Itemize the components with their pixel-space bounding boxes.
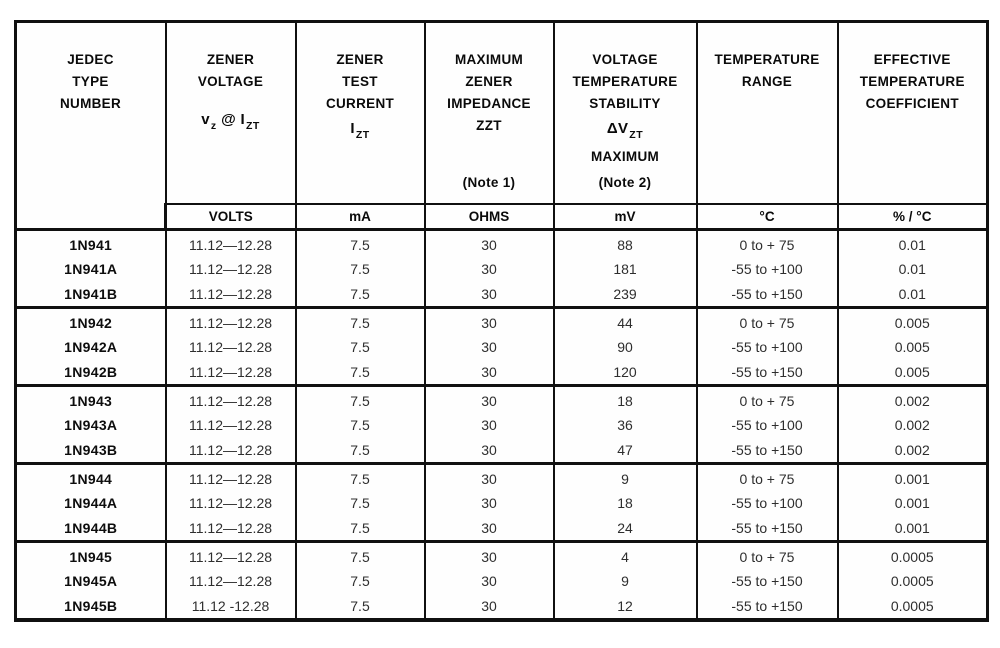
note-2-reference: (Note 2) (598, 174, 652, 190)
row-temp-range: 0 to + 75 (697, 542, 838, 568)
row-test-current: 7.5 (296, 282, 425, 308)
header-line: TEMPERATURE (714, 52, 820, 67)
row-temp-range: -55 to +150 (697, 568, 838, 594)
row-test-current: 7.5 (296, 230, 425, 256)
row-zener-voltage: 11.12—12.28 (166, 412, 296, 438)
row-stability-mv: 12 (554, 594, 697, 620)
table-row (16, 490, 988, 516)
col-header-zener-test-current (296, 22, 425, 204)
table-row (16, 516, 988, 542)
row-stability-mv: 36 (554, 412, 697, 438)
row-temp-range: 0 to + 75 (697, 308, 838, 334)
row-max-impedance: 30 (425, 490, 554, 516)
row-max-impedance: 30 (425, 282, 554, 308)
row-zener-voltage: 11.12—12.28 (166, 282, 296, 308)
symbol-vz-at-izt: $v_z$ @ $I_{ZT}$ (201, 111, 260, 132)
row-temp-range: -55 to +150 (697, 282, 838, 308)
row-type-number: 1N942B (16, 360, 166, 386)
row-type-number: 1N944B (16, 516, 166, 542)
row-temp-coefficient: 0.002 (838, 386, 988, 412)
row-zener-voltage: 11.12—12.28 (166, 438, 296, 464)
row-stability-mv: 88 (554, 230, 697, 256)
header-line: IMPEDANCE (447, 96, 531, 111)
table-row (16, 412, 988, 438)
row-temp-coefficient: 0.005 (838, 334, 988, 360)
table-row (16, 334, 988, 360)
header-line: TYPE (72, 74, 109, 89)
header-line: ZENER (336, 52, 384, 67)
row-temp-range: 0 to + 75 (697, 230, 838, 256)
row-temp-coefficient: 0.0005 (838, 594, 988, 620)
header-line: CURRENT (325, 96, 395, 111)
row-max-impedance: 30 (425, 542, 554, 568)
row-max-impedance: 30 (425, 594, 554, 620)
row-stability-mv: 47 (554, 438, 697, 464)
unit-mv: mV (554, 204, 697, 230)
header-line: TEMPERATURE (572, 74, 678, 89)
row-zener-voltage: 11.12—12.28 (166, 308, 296, 334)
row-zener-voltage: 11.12 -12.28 (166, 594, 296, 620)
row-temp-range: -55 to +150 (697, 438, 838, 464)
row-temp-range: 0 to + 75 (697, 464, 838, 490)
row-test-current: 7.5 (296, 568, 425, 594)
row-zener-voltage: 11.12—12.28 (166, 490, 296, 516)
col-header-zener-voltage (166, 22, 296, 204)
row-test-current: 7.5 (296, 594, 425, 620)
table-row (16, 360, 988, 386)
row-temp-range: -55 to +100 (697, 334, 838, 360)
row-type-number: 1N942 (16, 308, 166, 334)
row-temp-range: -55 to +150 (697, 594, 838, 620)
row-temp-range: -55 to +150 (697, 360, 838, 386)
unit-ma: mA (296, 204, 425, 230)
row-zener-voltage: 11.12—12.28 (166, 386, 296, 412)
col-header-effective-temp-coefficient (838, 22, 988, 204)
row-type-number: 1N941 (16, 230, 166, 256)
row-temp-coefficient: 0.001 (838, 490, 988, 516)
row-temp-range: 0 to + 75 (697, 386, 838, 412)
row-temp-range: -55 to +100 (697, 490, 838, 516)
table-row (16, 386, 988, 412)
row-test-current: 7.5 (296, 386, 425, 412)
table-body (16, 230, 988, 620)
row-test-current: 7.5 (296, 490, 425, 516)
row-max-impedance: 30 (425, 230, 554, 256)
col-header-temperature-range (697, 22, 838, 204)
row-test-current: 7.5 (296, 464, 425, 490)
row-test-current: 7.5 (296, 334, 425, 360)
row-stability-mv: 120 (554, 360, 697, 386)
row-max-impedance: 30 (425, 438, 554, 464)
header-line: TEST (342, 74, 378, 89)
row-type-number: 1N941B (16, 282, 166, 308)
row-stability-mv: 18 (554, 490, 697, 516)
header-line: TEMPERATURE (859, 74, 965, 89)
row-zener-voltage: 11.12—12.28 (166, 516, 296, 542)
row-stability-mv: 24 (554, 516, 697, 542)
row-type-number: 1N944 (16, 464, 166, 490)
header-line: RANGE (741, 74, 793, 89)
unit-volts: VOLTS (166, 204, 296, 230)
row-type-number: 1N944A (16, 490, 166, 516)
table-row (16, 282, 988, 308)
header-line: STABILITY (589, 96, 661, 111)
table-row (16, 542, 988, 568)
table-header (16, 22, 988, 230)
table-row (16, 230, 988, 256)
table-row (16, 594, 988, 620)
row-temp-coefficient: 0.0005 (838, 568, 988, 594)
row-max-impedance: 30 (425, 256, 554, 282)
header-line: ZENER (206, 52, 255, 67)
table-row (16, 308, 988, 334)
row-max-impedance: 30 (425, 308, 554, 334)
row-max-impedance: 30 (425, 386, 554, 412)
header-line: MAXIMUM (590, 149, 660, 164)
row-temp-coefficient: 0.01 (838, 282, 988, 308)
table-row (16, 256, 988, 282)
row-test-current: 7.5 (296, 438, 425, 464)
row-stability-mv: 4 (554, 542, 697, 568)
row-stability-mv: 9 (554, 568, 697, 594)
table-row (16, 464, 988, 490)
symbol-izt: $I_{ZT}$ (350, 120, 370, 141)
row-max-impedance: 30 (425, 516, 554, 542)
symbol-delta-vzt: $\Delta V_{ZT}$ (606, 120, 644, 141)
row-temp-coefficient: 0.002 (838, 438, 988, 464)
header-line: JEDEC (67, 52, 114, 67)
header-line: VOLTAGE (197, 74, 264, 89)
row-type-number: 1N945A (16, 568, 166, 594)
row-temp-coefficient: 0.001 (838, 464, 988, 490)
header-line: VOLTAGE (592, 52, 658, 67)
row-type-number: 1N945B (16, 594, 166, 620)
row-stability-mv: 90 (554, 334, 697, 360)
unit-percent-per-celsius: % / °C (838, 204, 988, 230)
row-type-number: 1N941A (16, 256, 166, 282)
row-max-impedance: 30 (425, 334, 554, 360)
row-type-number: 1N945 (16, 542, 166, 568)
row-temp-coefficient: 0.002 (838, 412, 988, 438)
header-line: ZENER (465, 74, 513, 89)
header-line: MAXIMUM (454, 52, 524, 67)
row-temp-coefficient: 0.0005 (838, 542, 988, 568)
row-stability-mv: 18 (554, 386, 697, 412)
row-temp-coefficient: 0.01 (838, 256, 988, 282)
row-test-current: 7.5 (296, 542, 425, 568)
row-temp-range: -55 to +100 (697, 256, 838, 282)
row-stability-mv: 9 (554, 464, 697, 490)
row-temp-range: -55 to +100 (697, 412, 838, 438)
row-max-impedance: 30 (425, 464, 554, 490)
row-test-current: 7.5 (296, 360, 425, 386)
note-1-reference: (Note 1) (462, 174, 516, 190)
col-header-voltage-temp-stability (554, 22, 697, 204)
row-max-impedance: 30 (425, 412, 554, 438)
row-stability-mv: 181 (554, 256, 697, 282)
unit-celsius: °C (697, 204, 838, 230)
row-test-current: 7.5 (296, 308, 425, 334)
row-zener-voltage: 11.12—12.28 (166, 230, 296, 256)
row-temp-range: -55 to +150 (697, 516, 838, 542)
row-temp-coefficient: 0.005 (838, 308, 988, 334)
header-line: EFFECTIVE (873, 52, 951, 67)
row-stability-mv: 239 (554, 282, 697, 308)
row-type-number: 1N943B (16, 438, 166, 464)
header-line: NUMBER (59, 96, 122, 111)
row-type-number: 1N943 (16, 386, 166, 412)
row-zener-voltage: 11.12—12.28 (166, 256, 296, 282)
row-test-current: 7.5 (296, 516, 425, 542)
table-row (16, 438, 988, 464)
row-type-number: 1N942A (16, 334, 166, 360)
row-max-impedance: 30 (425, 568, 554, 594)
row-temp-coefficient: 0.001 (838, 516, 988, 542)
col-header-max-zener-impedance (425, 22, 554, 204)
header-line: ZZT (476, 118, 502, 133)
row-zener-voltage: 11.12—12.28 (166, 568, 296, 594)
col-header-jedec-type-number (16, 22, 166, 230)
zener-spec-table (14, 20, 989, 622)
row-temp-coefficient: 0.005 (838, 360, 988, 386)
table-row (16, 568, 988, 594)
header-line: COEFFICIENT (865, 96, 959, 111)
row-zener-voltage: 11.12—12.28 (166, 334, 296, 360)
row-temp-coefficient: 0.01 (838, 230, 988, 256)
row-zener-voltage: 11.12—12.28 (166, 542, 296, 568)
row-stability-mv: 44 (554, 308, 697, 334)
row-max-impedance: 30 (425, 360, 554, 386)
row-test-current: 7.5 (296, 256, 425, 282)
unit-ohms: OHMS (425, 204, 554, 230)
row-test-current: 7.5 (296, 412, 425, 438)
row-type-number: 1N943A (16, 412, 166, 438)
row-zener-voltage: 11.12—12.28 (166, 464, 296, 490)
row-zener-voltage: 11.12—12.28 (166, 360, 296, 386)
